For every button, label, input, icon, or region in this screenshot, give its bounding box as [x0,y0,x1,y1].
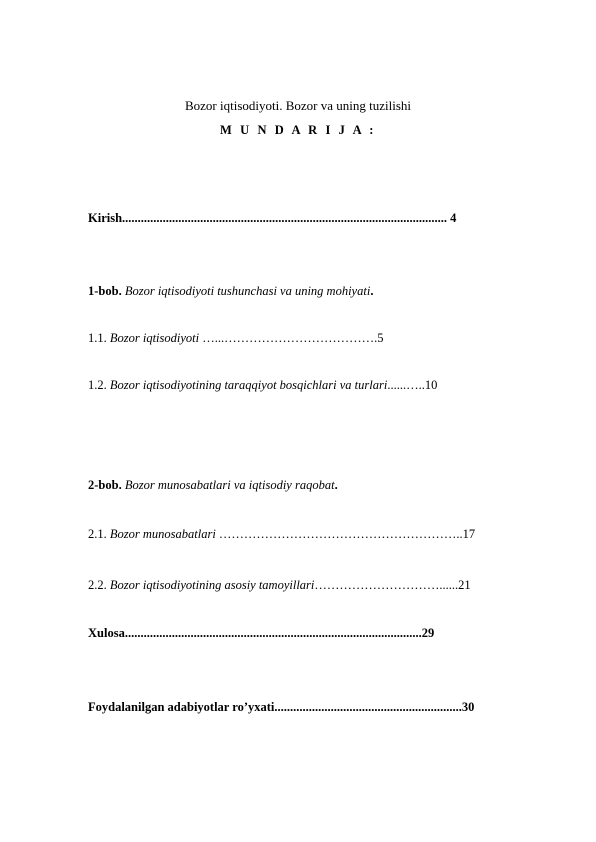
toc-page-number: 10 [424,378,438,392]
toc-leader: …………………………...... [314,578,459,592]
toc-chapter-1 [88,284,373,299]
chapter-title: Bozor munosabatlari va iqtisodiy raqobat [121,478,335,492]
toc-page-number: 4 [447,211,457,225]
toc-section-1-1 [88,331,384,346]
toc-leader: ............................................................................................... [124,626,422,640]
section-title: Bozor iqtisodiyoti [106,331,200,345]
section-title: Bozor munosabatlari [106,527,216,541]
toc-leader: ………………………………………………….. [215,527,463,541]
toc-page-number: 21 [458,578,471,592]
chapter-dot: . [370,284,374,298]
chapter-number: 1-bob. [88,284,122,298]
document-title: Bozor iqtisodiyoti. Bozor va uning tuzilishi [184,98,412,113]
toc-section-2-2 [88,578,471,593]
toc-leader: ......….. [387,378,425,392]
toc-page-number: 30 [461,700,475,714]
section-number: 2.1. [88,527,107,541]
toc-entry-label: Foydalanilgan adabiyotlar ro’yxati [88,700,275,714]
toc-page-number: 29 [421,626,435,640]
toc-section-2-1 [88,527,475,542]
section-number: 1.2. [88,378,107,392]
chapter-number: 2-bob. [88,478,122,492]
toc-entry-conclusion [88,626,434,641]
toc-entry-label: Xulosa [88,626,125,640]
toc-page-number: 17 [462,527,476,541]
toc-entry-references [88,700,474,715]
toc-section-1-2 [88,378,437,393]
chapter-title: Bozor iqtisodiyoti tushunchasi va uning mohiyati [121,284,371,298]
section-title: Bozor iqtisodiyotining asosiy tamoyillari [106,578,315,592]
section-number: 2.2. [88,578,107,592]
toc-leader: …...………………………………. [199,331,378,345]
section-title: Bozor iqtisodiyotining taraqqiyot bosqichlari va turlari [106,378,388,392]
contents-heading: M U N D A R I J A : [219,123,376,137]
toc-entry-intro [88,211,456,226]
section-number: 1.1. [88,331,107,345]
toc-entry-label: Kirish [88,211,123,225]
toc-chapter-2 [88,478,338,493]
chapter-dot: . [334,478,338,492]
toc-page-number: 5 [377,331,384,345]
toc-leader: ........................................................................................................ [122,211,448,225]
toc-leader: ............................................................ [274,700,462,714]
